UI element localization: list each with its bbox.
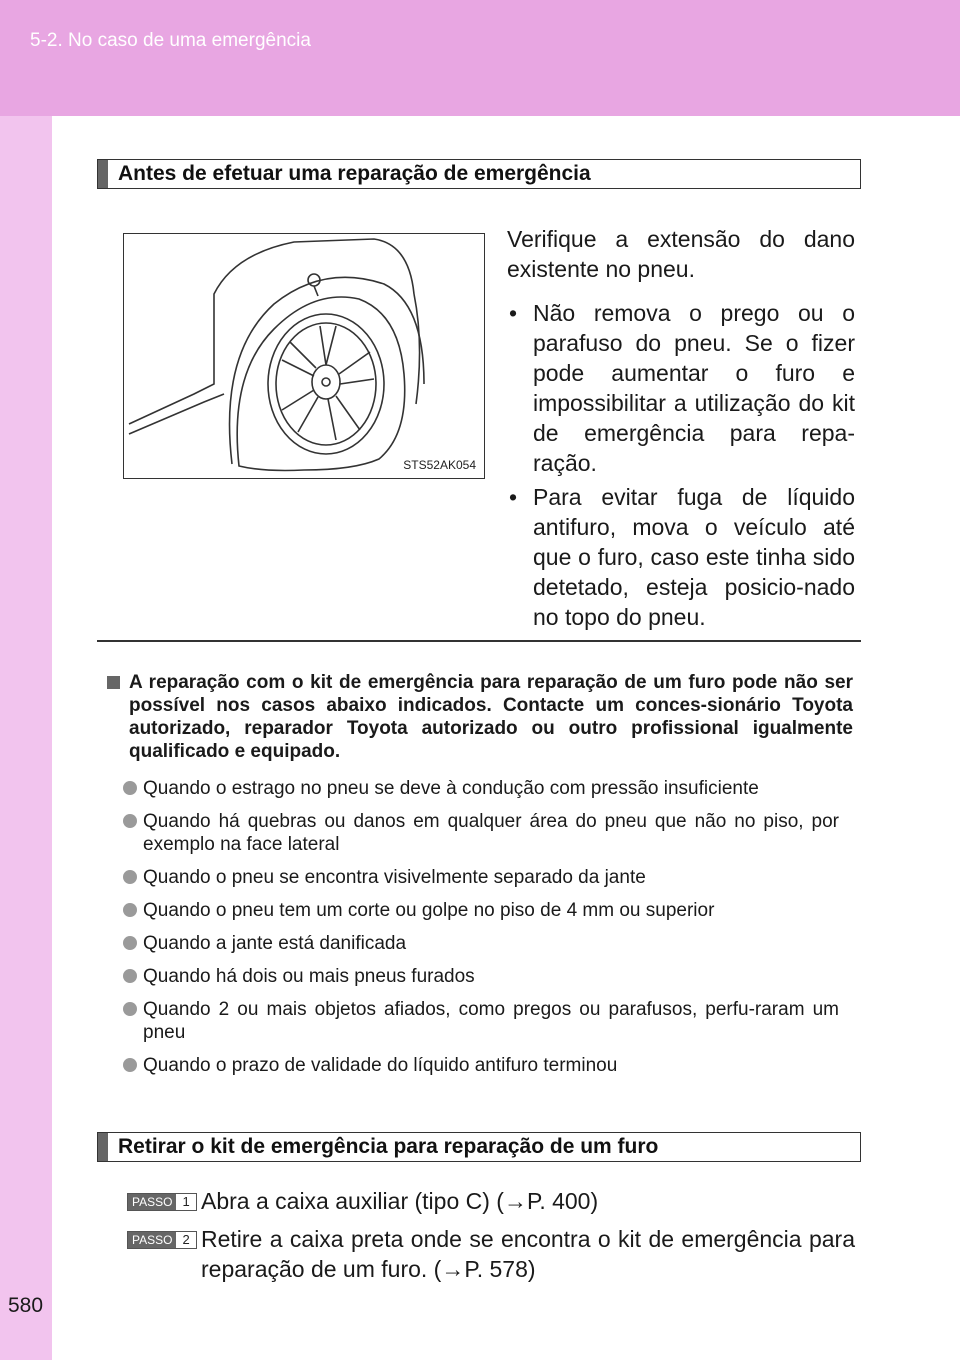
figure-code: STS52AK054 (403, 458, 476, 472)
tire-illustration (123, 233, 485, 479)
list-item: Quando há quebras ou danos em qualquer área do pneu que não no piso, por exemplo na face lateral (105, 810, 853, 856)
side-band (0, 116, 52, 1360)
step-1 (127, 1186, 855, 1216)
square-bullet-icon (107, 676, 120, 689)
circle-bullet-icon (123, 814, 137, 828)
page-number: 580 (8, 1294, 44, 1317)
circle-bullet-icon (123, 936, 137, 950)
list-item: Quando o prazo de validade do líquido antifuro terminou (105, 1054, 853, 1077)
step-text: Abra a caixa auxiliar (tipo C) (→P. 400) (201, 1188, 599, 1214)
note-lead: A reparação com o kit de emergência para reparação de um furo pode não ser possível nos casos abaixo indicados. Contacte um conces-sionário Toyota autorizado, reparador Toyota autorizado ou outro profissional igualmente qualificado e equipado. (105, 671, 853, 763)
circle-bullet-icon (123, 870, 137, 884)
circle-bullet-icon (123, 1058, 137, 1072)
circle-bullet-icon (123, 1002, 137, 1016)
step-text: Retire a caixa preta onde se encontra o kit de emergência para reparação de um furo. (→P. 578) (201, 1226, 855, 1282)
flat-tire-drawing (124, 234, 484, 478)
circle-bullet-icon (123, 969, 137, 983)
intro-paragraph: Verifique a extensão do dano existente no pneu. (507, 226, 855, 282)
section-title-remove-kit (97, 1132, 861, 1162)
section-title-text: Antes de efetuar uma reparação de emergência (118, 162, 591, 185)
list-item: Quando o estrago no pneu se deve à condução com pressão insuficiente (105, 777, 853, 800)
step-tag: PASSO 1 (127, 1193, 197, 1211)
divider (97, 640, 861, 642)
list-item: • Não remova o prego ou o parafuso do pneu. Se o fizer pode aumentar o furo e impossibilitar a utilização do kit de emergência para repa-ração. (509, 300, 855, 476)
steps-list (127, 1186, 855, 1292)
circle-bullet-icon (123, 781, 137, 795)
list-item: Quando o pneu se encontra visivelmente separado da jante (105, 866, 853, 889)
section-title-before-repair (97, 159, 861, 189)
list-item: Quando a jante está danificada (105, 932, 853, 955)
section-title-text: Retirar o kit de emergência para reparação de um furo (118, 1135, 659, 1158)
damage-check-text (507, 224, 855, 636)
list-item: Quando há dois ou mais pneus furados (105, 965, 853, 988)
section-title-bar (98, 1133, 108, 1161)
step-tag: PASSO 2 (127, 1231, 197, 1249)
list-item: • Para evitar fuga de líquido antifuro, mova o veículo até que o furo, caso este tinha sido detetado, esteja posicio-nado no topo do pneu. (509, 484, 855, 630)
damage-bullet-list (507, 298, 855, 632)
header-band (0, 0, 960, 116)
list-item: Quando 2 ou mais objetos afiados, como pregos ou parafusos, perfu-raram um pneu (105, 998, 853, 1044)
circle-bullet-icon (123, 903, 137, 917)
section-title-bar (98, 160, 108, 188)
repair-limitations-note (105, 671, 853, 1087)
list-item: Quando o pneu tem um corte ou golpe no piso de 4 mm ou superior (105, 899, 853, 922)
breadcrumb: 5-2. No caso de uma emergência (30, 30, 311, 51)
step-2 (127, 1224, 855, 1284)
